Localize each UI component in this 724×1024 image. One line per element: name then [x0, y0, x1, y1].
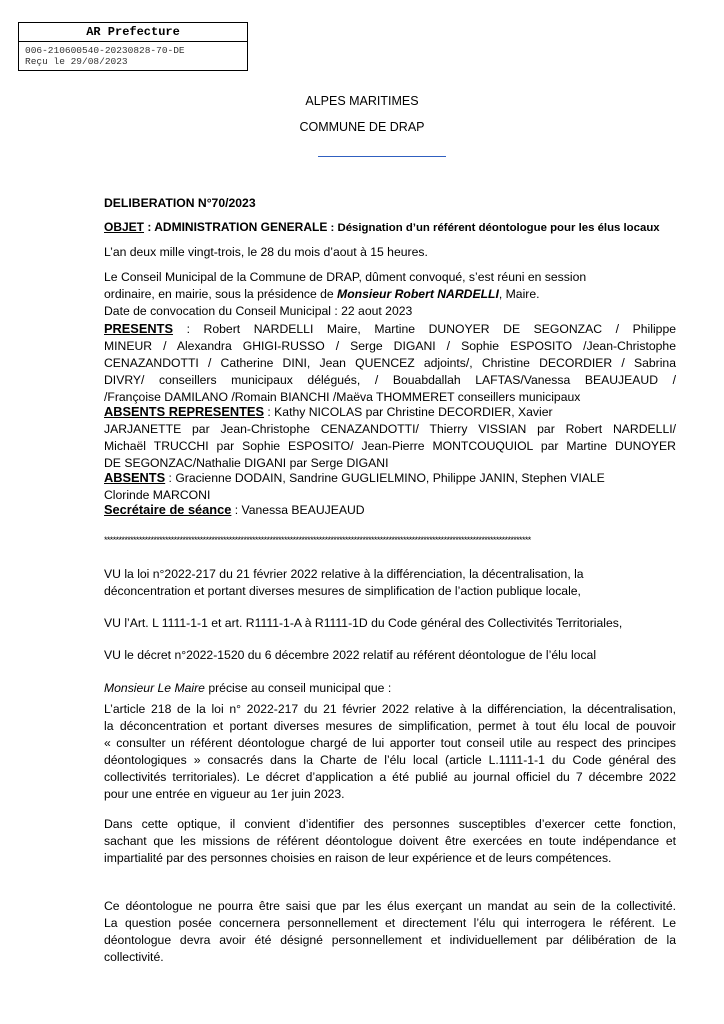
deliberation-number: DELIBERATION N°70/2023: [104, 196, 256, 210]
stamp-body: [19, 42, 247, 70]
presents-text-1: : Robert NARDELLI Maire, Martine DUNOYER DE SEGONZAC / Philippe: [172, 322, 676, 336]
presents-line: MINEUR / Alexandra GHIGI-RUSSO / Serge DIGANI / Sophie ESPOSITO /Jean-Christophe: [104, 339, 676, 353]
header-rule: [318, 156, 446, 157]
paragraph-3-line: collectivité.: [104, 950, 164, 964]
paragraph-1-line: collectivités territoriales). Le décret d’application a été publié au journal officiel du 7 décembre 2022: [104, 770, 676, 784]
absents-line-1: [104, 471, 676, 486]
commune-title: COMMUNE DE DRAP: [299, 120, 425, 134]
asterisk-separator: ***************************************************************************************************************************************************: [104, 535, 531, 545]
secretary-name: : Vanessa BEAUJEAUD: [231, 503, 365, 517]
mayor-statement: [104, 681, 676, 696]
absents-represented-line: Michaël TRUCCHI par Sophie ESPOSITO/ Jean-Pierre MONTCOUQUIOL par Martine DUNOYER: [104, 439, 676, 453]
absents-represented-text-1: : Kathy NICOLAS par Christine DECORDIER, Xavier: [264, 405, 553, 419]
presents-line: /Françoise DAMILANO /Romain BIANCHI /Maëva THOMMERET conseillers municipaux: [104, 390, 581, 404]
paragraph-3-line: Ce déontologue ne pourra être saisi que par les élus exerçant un mandat au sein de la collectivité.: [104, 899, 676, 913]
paragraph-3-line: La question posée concernera personnellement et directement l’élu qui interrogera le référent. Le: [104, 916, 676, 930]
vu-law-line: déconcentration et portant diverses mesures de simplification de l’action publique locale,: [104, 584, 581, 598]
objet-category: ADMINISTRATION GENERALE: [154, 220, 328, 234]
paragraph-1-line: déontologiques » consacrés dans la Charte de l’élu local (article L.1111-1-1 du Code général des: [104, 753, 676, 767]
presents-line: CENAZANDOTTI / Catherine DINI, Jean QUENCEZ adjoints/, Christine DECORDIER / Sabrina: [104, 356, 676, 370]
absents-text-1: : Gracienne DODAIN, Sandrine GUGLIELMINO, Philippe JANIN, Stephen VIALE: [165, 471, 605, 485]
paragraph-1-line: « consulter un référent déontologue chargé de lui apporter tout conseil utile au respect des principes: [104, 736, 676, 750]
presents-label: PRESENTS: [104, 321, 173, 336]
paragraph-2-line: impartialité par des personnes choisies en raison de leur expérience et de leurs compétences.: [104, 851, 612, 865]
objet-label: OBJET: [104, 220, 145, 234]
paragraph-3-line: déontologue devra avoir été désigné personnellement et individuellement par délibération de la: [104, 933, 676, 947]
absents-represented-line: DE SEGONZAC/Nathalie DIGANI par Serge DIGANI: [104, 456, 389, 470]
vu-decree-line: VU le décret n°2022-1520 du 6 décembre 2022 relatif au référent déontologue de l’élu local: [104, 648, 597, 662]
absents-label: ABSENTS: [104, 470, 166, 485]
paragraph-2-line: Dans cette optique, il convient d’identifier des personnes susceptibles d’exercer cette fonction,: [104, 817, 676, 831]
absents-represented-label: ABSENTS REPRESENTES: [104, 404, 264, 419]
convocation-date: Date de convocation du Conseil Municipal : 22 aout 2023: [104, 304, 413, 318]
paragraph-1-line: L’article 218 de la loi n° 2022-217 du 21 février 2022 relative à la différenciation, la décentralisation,: [104, 702, 676, 716]
paragraph-1-line: la déconcentration et portant diverses mesures de simplification, permet à tout élu local de pouvoir: [104, 719, 676, 733]
date-line: L’an deux mille vingt-trois, le 28 du mois d’aout à 15 heures.: [104, 245, 428, 259]
mayor-text: précise au conseil municipal que :: [204, 681, 392, 695]
absents-line-2: Clorinde MARCONI: [104, 488, 211, 502]
mayor-label: Monsieur Le Maire: [104, 681, 205, 695]
session-president: Monsieur Robert NARDELLI: [337, 287, 499, 301]
session-line-2-post: , Maire.: [498, 287, 540, 301]
department-title: ALPES MARITIMES: [305, 94, 419, 108]
presents-line-1: [104, 322, 676, 337]
paragraph-1-line: pour une entrée en vigueur au 1er juin 2023.: [104, 787, 345, 801]
absents-represented-line: JARJANETTE par Jean-Christophe CENAZANDOTTI/ Thierry VISSIAN par Robert NARDELLI/: [104, 422, 676, 436]
secretary-label: Secrétaire de séance: [104, 502, 232, 517]
session-line-2: [104, 287, 676, 302]
prefecture-stamp: [18, 22, 248, 71]
secretary-line: [104, 503, 676, 518]
session-line-2-pre: ordinaire, en mairie, sous la présidence de: [104, 287, 338, 301]
paragraph-2-line: sachant que les missions de référent déontologue doivent être exercées en toute indépendance et: [104, 834, 676, 848]
absents-represented-line-1: [104, 405, 676, 420]
stamp-received-date: Reçu le 29/08/2023: [25, 56, 128, 67]
session-line-1: Le Conseil Municipal de la Commune de DRAP, dûment convoqué, s’est réuni en session: [104, 270, 587, 284]
vu-code-line: VU l’Art. L 1111-1-1 et art. R1111-1-A à R1111-1D du Code général des Collectivités Territoriales,: [104, 616, 623, 630]
objet-separator: :: [144, 220, 155, 234]
stamp-reference: 006-210600540-20230828-70-DE: [25, 45, 185, 56]
objet-text: : Désignation d’un référent déontologue pour les élus locaux: [327, 222, 660, 234]
stamp-title: AR Prefecture: [19, 23, 247, 42]
presents-line: DIVRY/ conseillers municipaux délégués, / Bouabdallah LAFTAS/Vanessa BEAUJEAUD /: [104, 373, 676, 387]
vu-law-line: VU la loi n°2022-217 du 21 février 2022 relative à la différenciation, la décentralisation, la: [104, 567, 584, 581]
objet-line: [104, 220, 676, 236]
